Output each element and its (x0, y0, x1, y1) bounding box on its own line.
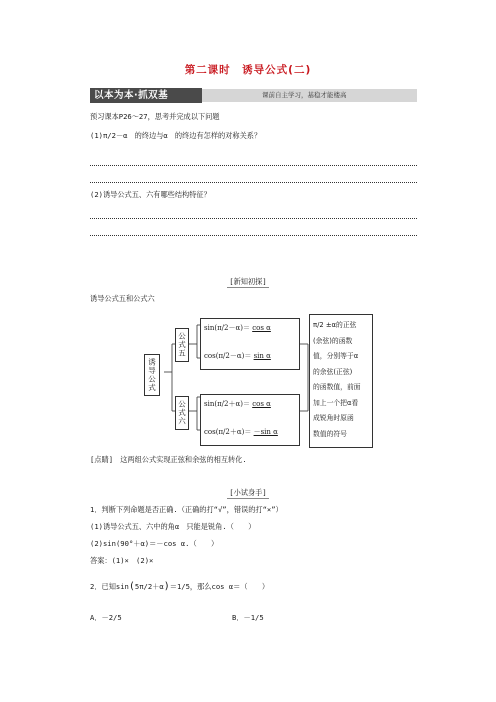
summary-text (313, 318, 369, 442)
summary-line: (余弦)的函数 (313, 336, 353, 345)
f5-cos-rhs: sin α (253, 352, 271, 360)
option-b-value: －1/5 (243, 613, 264, 622)
answer: 答案：(1)× (2)× (90, 556, 154, 565)
q2-pre: 2．已知sin (90, 582, 129, 591)
f6-sin-rhs: cos α (252, 400, 271, 408)
practice-question-2: 2．已知sin(5π/2＋α)＝1/5，那么cos α＝（ ） (90, 581, 270, 592)
preview-intro: 预习课本P26～27，思考并完成以下问题 (90, 112, 220, 121)
f6-cos-lhs: cos(π/2＋α)＝ (204, 428, 252, 436)
f6-sin-lhs: sin(π/2＋α)＝ (204, 400, 250, 408)
practice-question-1a: (1)诱导公式五、六中的角α 只能是锐角.（ ） (90, 522, 256, 531)
answer-line (90, 182, 417, 183)
tip: [点睛] 这两组公式实现正弦和余弦的相互转化. (90, 455, 247, 464)
f5-sin-rhs: cos α (252, 324, 271, 332)
option-a-label: A． (90, 613, 102, 622)
q2-arg: 5π/2＋α (134, 582, 164, 591)
summary-box (309, 314, 373, 448)
preview-question-2: (2)诱导公式五、六有哪些结构特征？ (90, 190, 211, 199)
practice-tag-text: [小试身手] (229, 488, 267, 497)
f5-sin-lhs: sin(π/2－α)＝ (204, 324, 250, 332)
page-title: 第二课时 诱导公式(二) (184, 64, 312, 76)
answer-line (90, 165, 417, 166)
section-bar-label: 以本为本·抓双基 (90, 88, 202, 103)
option-a (90, 613, 122, 623)
practice-question-1b: (2)sin(90°＋α)＝－cos α.（ ） (90, 539, 219, 548)
new-knowledge-tag-text: [新知初探] (229, 277, 267, 286)
summary-line: 值，分别等于α (313, 352, 359, 360)
option-b (232, 613, 264, 623)
f6-cos-rhs: －sin α (253, 428, 278, 436)
option-b-label: B． (232, 613, 244, 622)
summary-line: 成锐角时原函 (313, 414, 354, 422)
formula5-label: 公式五 (175, 328, 189, 362)
summary-line: 数值的符号 (313, 429, 347, 438)
f6-sin (204, 399, 271, 409)
f5-cos (204, 351, 271, 361)
practice-question-1: 1．判断下列命题是否正确.（正确的打“√”，错误的打“×”） (90, 505, 283, 514)
f5-sin (204, 323, 271, 333)
preview-question-1: (1)π/2－α 的终边与α 的终边有怎样的对称关系？ (90, 131, 262, 140)
answer-line (90, 218, 417, 219)
practice-tag (0, 488, 496, 499)
formula6-label: 公式六 (175, 396, 189, 430)
f5-cos-lhs: cos(π/2－α)＝ (204, 352, 252, 360)
f6-cos (204, 427, 278, 437)
summary-line: 的函数值，前面 (313, 383, 361, 391)
root-label: 诱导公式 (144, 354, 160, 396)
answer-line (90, 235, 417, 236)
summary-line: π/2 ±α的正弦 (313, 321, 357, 329)
summary-line: 的余弦(正弦) (313, 367, 353, 376)
option-a-value: －2/5 (101, 613, 122, 622)
new-knowledge-tag (0, 277, 496, 288)
q2-post: ＝1/5，那么cos α＝（ ） (169, 582, 270, 591)
summary-line: 加上一个把α看 (313, 398, 359, 407)
new-knowledge-heading: 诱导公式五和公式六 (90, 294, 155, 303)
section-bar-note: 课前自主学习，基稳才能楼高 (262, 91, 347, 99)
